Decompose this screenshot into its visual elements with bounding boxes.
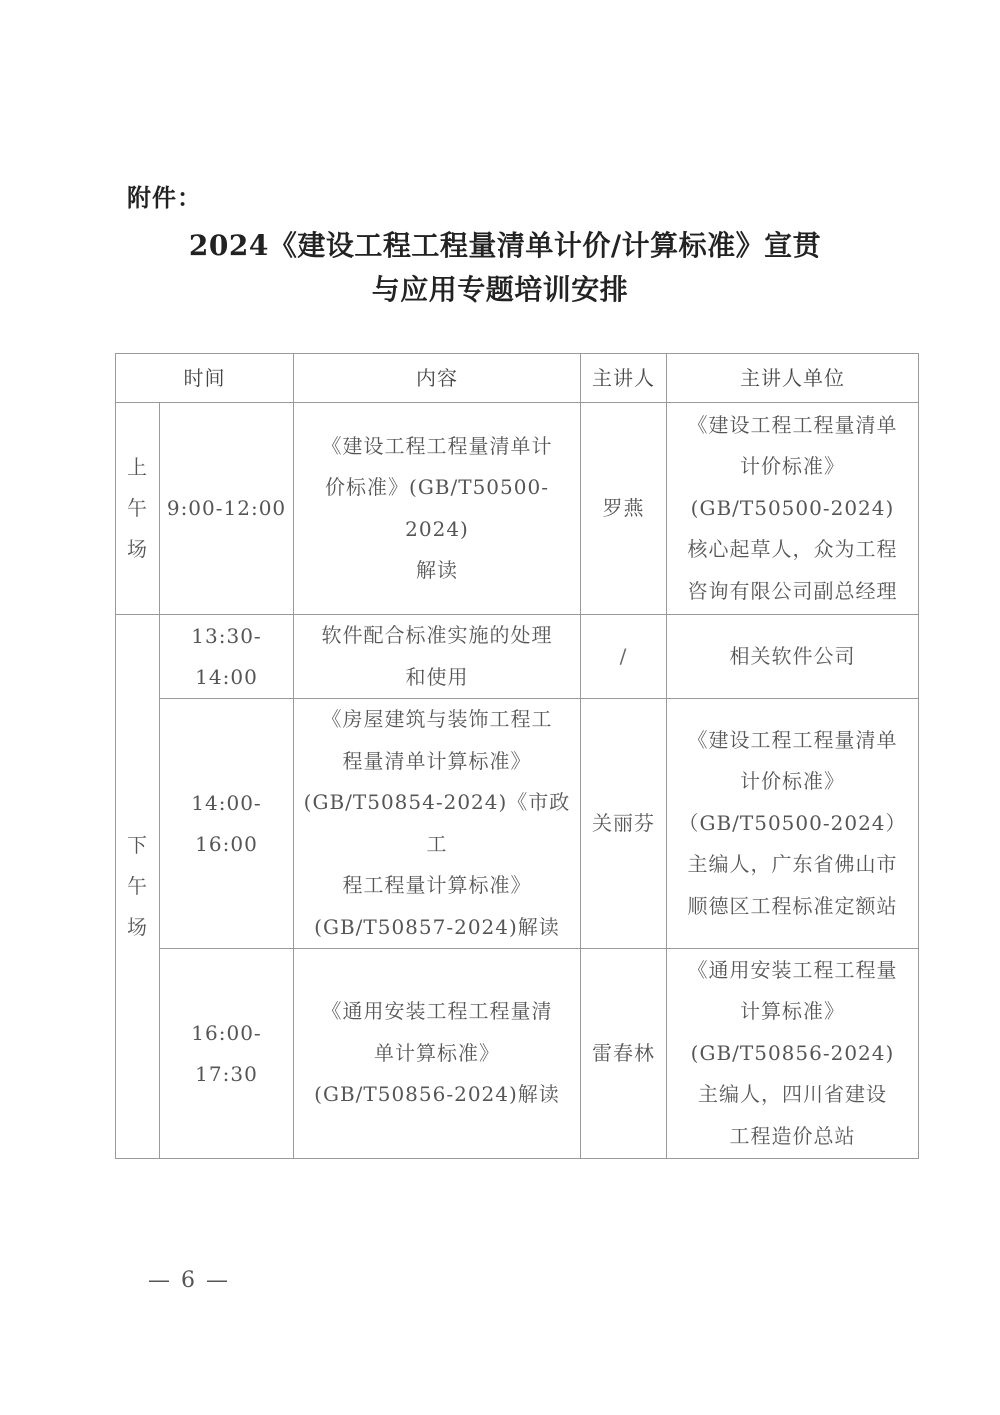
speaker-cell: 关丽芬 — [581, 699, 667, 949]
table-row — [116, 699, 919, 949]
table-row — [116, 949, 919, 1159]
unit-cell: 《建设工程工程量清单 计价标准》 (GB/T50500-2024) 核心起草人，众为工程 咨询有限公司副总经理 — [667, 403, 919, 615]
header-time: 时间 — [116, 354, 294, 403]
header-speaker-unit: 主讲人单位 — [667, 354, 919, 403]
speaker-cell: 罗燕 — [581, 403, 667, 615]
time-cell: 16:00-17:30 — [160, 949, 294, 1159]
time-cell: 9:00-12:00 — [160, 403, 294, 615]
header-content: 内容 — [294, 354, 581, 403]
speaker-cell: / — [581, 615, 667, 699]
content-cell: 《建设工程工程量清单计 价标准》(GB/T50500-2024) 解读 — [294, 403, 581, 615]
session-label-afternoon: 下 午 场 — [116, 615, 160, 1159]
training-schedule-table — [115, 353, 919, 1159]
table-row — [116, 403, 919, 615]
table-row — [116, 615, 919, 699]
unit-cell: 相关软件公司 — [667, 615, 919, 699]
document-title-line1: 2024《建设工程工程量清单计价/计算标准》宣贯 — [188, 229, 822, 262]
speaker-cell: 雷春林 — [581, 949, 667, 1159]
table-header-row — [116, 354, 919, 403]
time-cell: 14:00-16:00 — [160, 699, 294, 949]
content-cell: 《房屋建筑与装饰工程工 程量清单计算标准》 (GB/T50854-2024)《市政工 程工程量计算标准》 (GB/T50857-2024)解读 — [294, 699, 581, 949]
document-title-line2: 与应用专题培训安排 — [371, 273, 629, 306]
content-cell: 《通用安装工程工程量清 单计算标准》 (GB/T50856-2024)解读 — [294, 949, 581, 1159]
time-cell: 13:30-14:00 — [160, 615, 294, 699]
page-number: — 6 — — [148, 1268, 230, 1293]
unit-cell: 《通用安装工程工程量 计算标准》 (GB/T50856-2024) 主编人，四川省建设 工程造价总站 — [667, 949, 919, 1159]
content-cell: 软件配合标准实施的处理 和使用 — [294, 615, 581, 699]
unit-cell: 《建设工程工程量清单 计价标准》 （GB/T50500-2024） 主编人，广东省佛山市 顺德区工程标准定额站 — [667, 699, 919, 949]
session-label-morning: 上 午 场 — [116, 403, 160, 615]
header-speaker: 主讲人 — [581, 354, 667, 403]
attachment-label: 附件： — [127, 184, 202, 212]
